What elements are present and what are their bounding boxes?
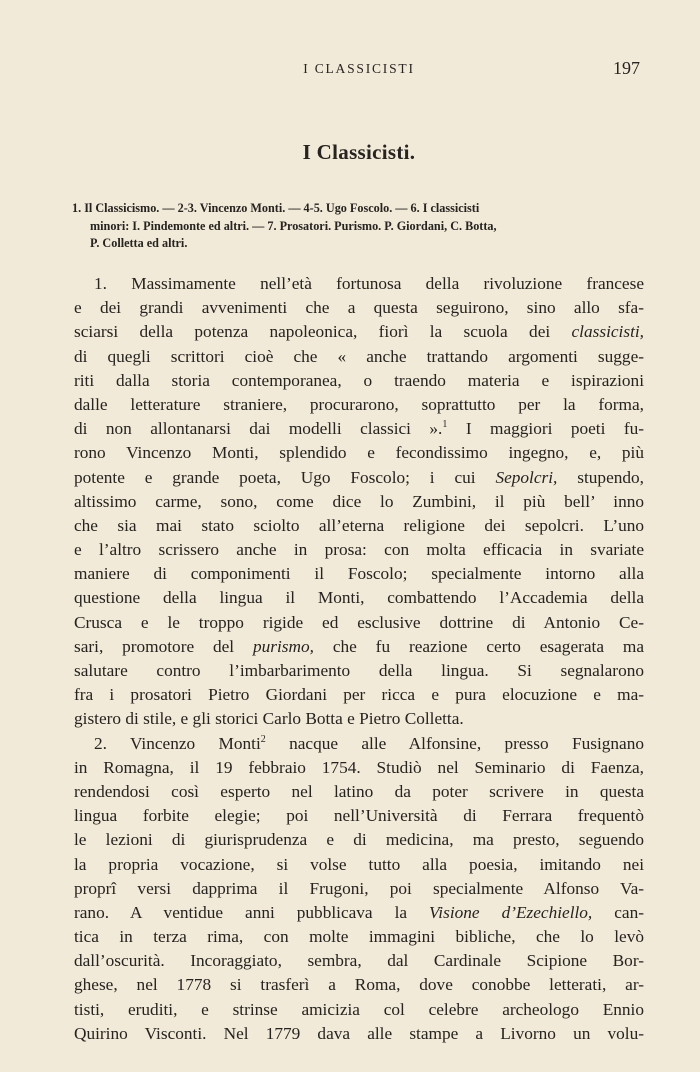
text-line (74, 683, 644, 707)
text-span: la propria vocazione, si volse tutto alla poesia, imitando nei (74, 854, 644, 874)
text-span: rano. A ventidue anni pubblicava la (74, 902, 430, 922)
text-span: che fu reazione certo esagerata ma (313, 636, 644, 656)
text-line (74, 780, 644, 804)
text-line (74, 1022, 644, 1046)
text-span: nacque alle Alfonsine, presso Fusignano (265, 733, 644, 753)
text-line (74, 756, 644, 780)
text-span: 1. Massimamente nell’età fortunosa della rivoluzione francese (94, 274, 644, 293)
text-span: questione della lingua il Monti, combattendo l’Accademia della (74, 588, 644, 608)
italic-term: classicisti, (571, 322, 644, 342)
text-span: 2. Vincenzo Monti (94, 733, 261, 753)
text-span: can- (592, 902, 644, 922)
text-line (74, 562, 644, 586)
text-line (74, 973, 644, 997)
running-head (74, 58, 644, 82)
text-span: rono Vincenzo Monti, splendido e fecondissimo ingegno, e, più (74, 443, 644, 463)
text-span: altissimo carme, sono, come dice lo Zumbini, il più bell’ inno (74, 491, 644, 511)
text-span: dall’oscurità. Incoraggiato, sembra, dal Cardinale Scipione Bor- (74, 951, 644, 971)
text-line (74, 369, 644, 393)
text-line (74, 707, 644, 731)
text-span: che sia mai stato sciolto all’eterna religione dei sepolcri. L’uno (74, 515, 644, 535)
text-span: sciarsi della potenza napoleonica, fiorì la scuola dei (74, 322, 572, 342)
text-span: e dei grandi avvenimenti che a questa seguirono, sino allo sfa- (74, 298, 644, 318)
text-span: ghese, nel 1778 si trasferì a Roma, dove conobbe letterati, ar- (74, 975, 644, 995)
text-span: Crusca e le troppo rigide ed esclusive dottrine di Antonio Ce- (74, 612, 644, 632)
text-line (74, 901, 644, 925)
text-line (74, 998, 644, 1022)
text-line (74, 441, 644, 465)
text-span: I maggiori poeti fu- (447, 419, 644, 439)
text-span: rendendosi così esperto nel latino da poter scrivere in questa (74, 781, 644, 801)
summary-line: minori: I. Pindemonte ed altri. — 7. Prosatori. Purismo. P. Giordani, C. Botta, (90, 218, 497, 233)
text-span: e l’altro scrissero anche in prosa: con molta efficacia in svariate (74, 540, 644, 560)
text-line (74, 949, 644, 973)
text-line (74, 853, 644, 877)
text-line (74, 490, 644, 514)
italic-term: Visione d’Ezechiello, (429, 902, 593, 922)
running-title: I CLASSICISTI (303, 61, 415, 76)
text-span: tisti, eruditi, e strinse amicizia col celebre archeologo Ennio (74, 999, 644, 1019)
text-line (74, 925, 644, 949)
text-span: dalle letterature straniere, procurarono, soprattutto per la forma, (74, 394, 644, 414)
text-line (74, 804, 644, 828)
text-span: lingua forbite elegie; poi nell’Università di Ferrara frequentò (74, 806, 644, 826)
footnote-ref: 1 (442, 419, 448, 431)
chapter-summary (72, 200, 642, 253)
text-line (74, 732, 644, 756)
text-span: di non allontanarsi dai modelli classici ». (74, 419, 443, 439)
text-span: riti dalla storia contemporanea, o traendo materia e ispirazioni (74, 370, 644, 390)
text-line (74, 320, 644, 344)
text-span: in Romagna, il 19 febbraio 1754. Studiò nel Seminario di Faenza, (74, 757, 644, 777)
text-line (74, 345, 644, 369)
text-line (74, 659, 644, 683)
text-span: salutare contro l’imbarbarimento della lingua. Si segnalarono (74, 661, 644, 680)
text-span: fra i prosatori Pietro Giordani per ricca e pura elocuzione e ma- (74, 685, 644, 705)
text-line (74, 272, 644, 296)
italic-term: purismo, (252, 636, 314, 656)
text-line (74, 466, 644, 490)
text-span: proprî versi dapprima il Frugoni, poi specialmente Alfonso Va- (74, 878, 644, 898)
summary-line: 1. Il Classicismo. — 2-3. Vincenzo Monti. — 4-5. Ugo Foscolo. — 6. I classicisti (72, 201, 480, 215)
summary-line: P. Colletta ed altri. (90, 236, 188, 250)
chapter-title: I Classicisti. (302, 140, 416, 164)
footnote-ref: 2 (260, 733, 266, 745)
text-span: potente e grande poeta, Ugo Foscolo; i cui (74, 467, 496, 487)
italic-term: Sepolcri, (495, 467, 558, 487)
text-line (74, 296, 644, 320)
text-line (74, 514, 644, 538)
text-span: maniere di componimenti il Foscolo; specialmente intorno alla (74, 564, 644, 584)
text-span: Quirino Visconti. Nel 1779 dava alle stampe a Livorno un volu- (74, 1023, 644, 1043)
text-line (74, 828, 644, 852)
text-span: le lezioni di giurisprudenza e di medicina, ma presto, seguendo (74, 830, 644, 850)
text-span: tica in terza rima, con molte immagini bibliche, che lo levò (74, 927, 644, 947)
text-line (74, 538, 644, 562)
text-line (74, 393, 644, 417)
body-text (74, 272, 644, 1046)
text-span: gistero di stile, e gli storici Carlo Botta e Pietro Colletta. (74, 709, 464, 729)
page-number: 197 (613, 58, 640, 78)
text-line (74, 417, 644, 441)
text-line (74, 635, 644, 659)
text-line (74, 611, 644, 635)
text-line (74, 586, 644, 610)
text-span: sari, promotore del (74, 636, 253, 656)
text-line (74, 877, 644, 901)
text-span: di quegli scrittori cioè che « anche trattando argomenti sugge- (74, 346, 644, 366)
text-span: stupendo, (557, 467, 644, 487)
